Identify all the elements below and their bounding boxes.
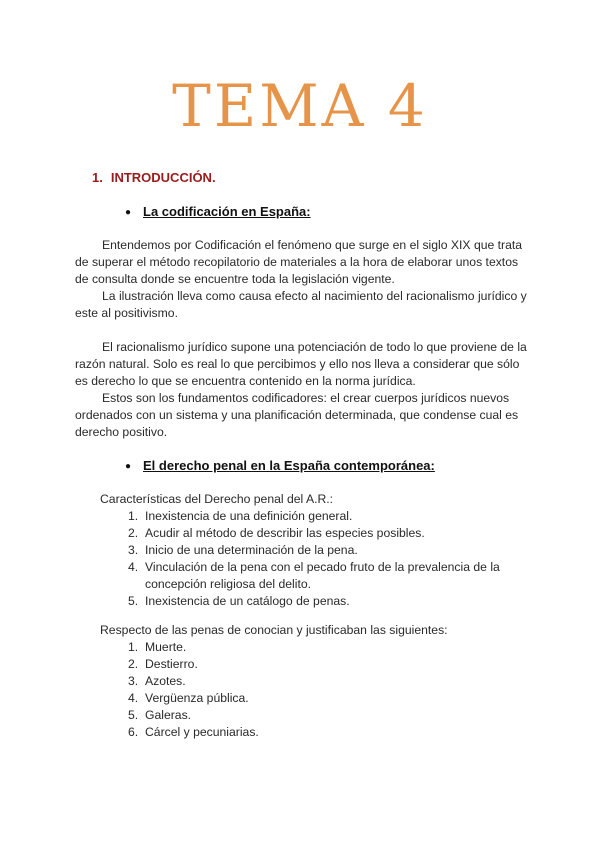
paragraph-text: El racionalismo jurídico supone una potenciación de todo lo que proviene de la razón natural. Solo es real lo que percibimos y ello nos lleva a considerar que sólo es derecho lo que se encuentra contenido en la norma jurídica. <box>75 340 527 388</box>
list-item: 5. Inexistencia de un catálogo de penas. <box>128 594 350 608</box>
list-item: 3. Azotes. <box>128 674 186 688</box>
list-item: 2. Acudir al método de describir las especies posibles. <box>128 526 425 540</box>
paragraph-text: La ilustración lleva como causa efecto al nacimiento del racionalismo jurídico y este al positivismo. <box>75 289 527 320</box>
section-heading-text: INTRODUCCIÓN. <box>110 170 216 185</box>
section-number: 1. <box>92 170 103 185</box>
subheading-text: El derecho penal en la España contemporánea: <box>143 458 435 473</box>
list-intro: Características del Derecho penal del A.R.: <box>100 492 334 506</box>
characteristics-list <box>128 508 508 610</box>
paragraph <box>75 390 527 441</box>
subheading-text: La codificación en España: <box>143 204 311 219</box>
paragraph-text: Entendemos por Codificación el fenómeno que surge en el siglo XIX que trata de superar el método recopilatorio de materiales a la hora de elaborar unos textos de consulta donde se encuentre toda la legislación vigente. <box>75 238 523 286</box>
paragraph <box>75 339 527 390</box>
bullet-icon: ● <box>125 461 132 472</box>
list-item: 1. Inexistencia de una definición general. <box>128 509 353 523</box>
subheading-derecho-penal <box>125 458 435 473</box>
list-item: 1. Muerte. <box>128 640 187 654</box>
bullet-icon: ● <box>125 207 132 218</box>
list-item: 2. Destierro. <box>128 657 198 671</box>
paragraph-text: Estos son los fundamentos codificadores: el crear cuerpos jurídicos nuevos ordenados con un sistema y una planificación determinada, que condense cual es derecho positivo. <box>75 391 519 439</box>
list-item: 3. Inicio de una determinación de la pena. <box>128 543 358 557</box>
list-item: 6. Cárcel y pecuniarias. <box>128 725 259 739</box>
penalties-list <box>128 639 508 741</box>
page-title: TEMA 4 <box>172 72 428 140</box>
list-intro: Respecto de las penas de conocian y justificaban las siguientes: <box>100 623 448 637</box>
subheading-codificacion <box>125 204 311 219</box>
list-item: 4. Vergüenza pública. <box>128 691 249 705</box>
section-heading <box>92 170 216 185</box>
list-item: 4. Vinculación de la pena con el pecado fruto de la prevalencia de la concepción religiosa del delito. <box>128 560 500 591</box>
paragraph <box>75 237 527 288</box>
paragraph <box>75 288 527 322</box>
list-item: 5. Galeras. <box>128 708 192 722</box>
